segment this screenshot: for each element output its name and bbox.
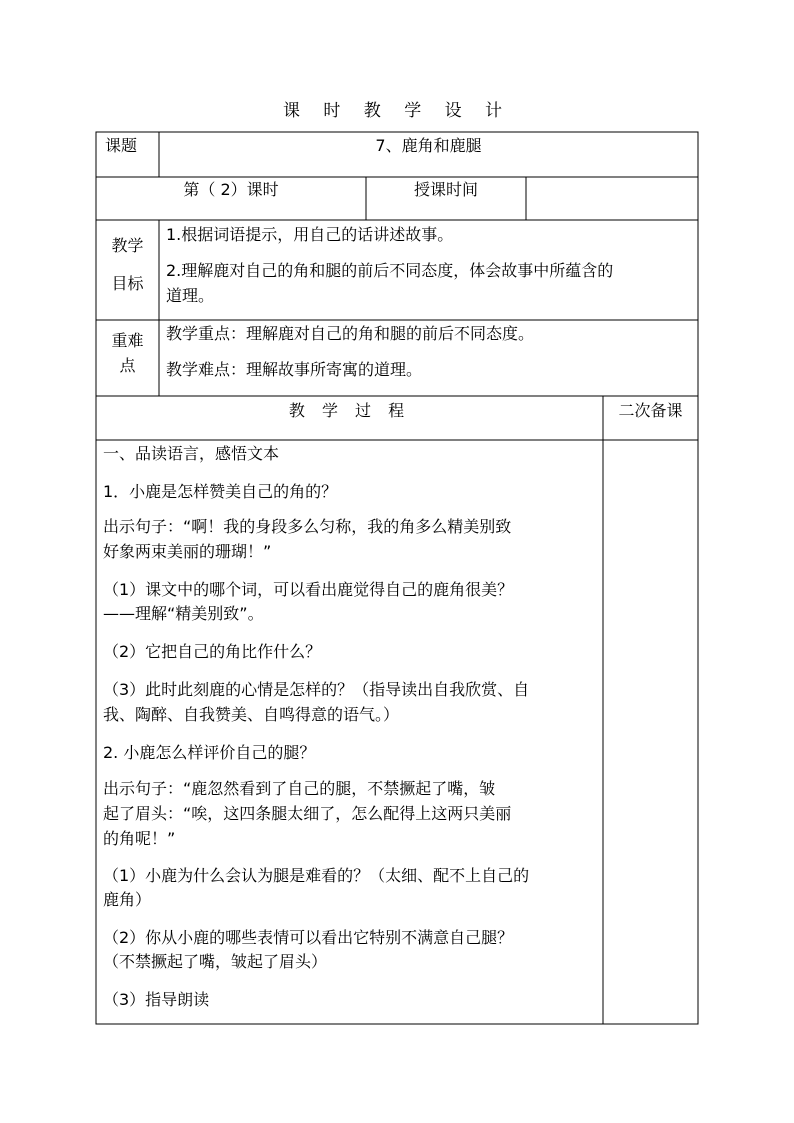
topic-value: 7、鹿角和鹿腿 <box>375 136 482 155</box>
process-line: 好象两束美丽的珊瑚！” <box>103 542 272 561</box>
focus-label-line1: 重难 <box>111 331 144 350</box>
page-title: 课 时 教 学 设 计 <box>282 101 512 121</box>
process-line: （3）此时此刻鹿的心情是怎样的？（指导读出自我欣赏、自 <box>103 680 530 699</box>
difficult-point: 教学难点：理解故事所寄寓的道理。 <box>166 360 423 379</box>
process-heading: 教 学 过 程 <box>288 401 411 420</box>
objective-item-2-line2: 道理。 <box>166 286 215 305</box>
objective-item-2-line1: 2.理解鹿对自己的角和腿的前后不同态度，体会故事中所蕴含的 <box>166 261 614 280</box>
process-line: （2）你从小鹿的哪些表情可以看出它特别不满意自己腿？ <box>103 928 514 947</box>
objectives-label-line2: 目标 <box>111 274 144 293</box>
teaching-time-label: 授课时间 <box>413 180 478 199</box>
key-point: 教学重点：理解鹿对自己的角和腿的前后不同态度。 <box>166 324 535 343</box>
process-line: 出示句子：“啊！我的身段多么匀称，我的角多么精美别致 <box>103 517 512 536</box>
process-line: （1）小鹿为什么会认为腿是难看的？（太细、配不上自己的 <box>103 866 530 885</box>
process-line: 的角呢！” <box>103 829 176 848</box>
second-prep-heading: 二次备课 <box>618 401 683 420</box>
process-line: 一、品读语言，感悟文本 <box>103 444 280 463</box>
process-line: 2. 小鹿怎么样评价自己的腿？ <box>103 743 316 762</box>
objectives-label-line1: 教学 <box>111 236 144 255</box>
process-line: 1．小鹿是怎样赞美自己的角的？ <box>103 482 338 501</box>
process-line: 出示句子：“鹿忽然看到了自己的腿，不禁撅起了嘴，皱 <box>103 779 496 798</box>
focus-label-line2: 点 <box>119 356 136 375</box>
process-line: （2）它把自己的角比作什么？ <box>103 642 322 661</box>
objective-item-1: 1.根据词语提示，用自己的话讲述故事。 <box>166 225 454 244</box>
topic-label: 课题 <box>105 136 138 155</box>
process-line: ——理解“精美别致”。 <box>103 604 264 623</box>
process-line: （3）指导朗读 <box>103 990 210 1009</box>
lesson-number: 第（ 2）课时 <box>183 180 279 199</box>
process-line: （不禁撅起了嘴，皱起了眉头） <box>103 952 328 971</box>
process-line: （1）课文中的哪个词，可以看出鹿觉得自己的鹿角很美？ <box>103 580 514 599</box>
process-line: 起了眉头：“唉，这四条腿太细了，怎么配得上这两只美丽 <box>103 804 512 823</box>
process-line: 鹿角） <box>103 890 152 909</box>
process-line: 我、陶醉、自我赞美、自鸣得意的语气。） <box>103 705 400 724</box>
